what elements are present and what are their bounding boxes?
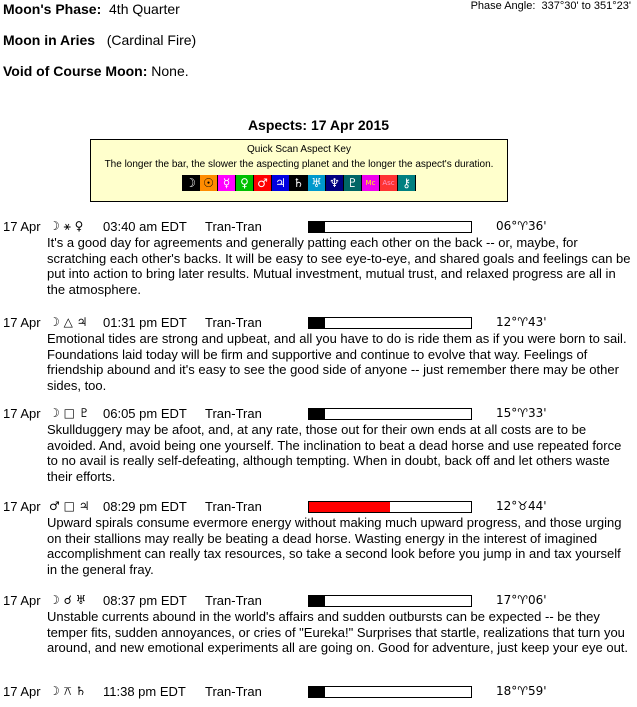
aspect-position: 18°♈59' bbox=[496, 684, 547, 698]
planet-key-swatch: Mc bbox=[362, 175, 380, 191]
aspect-header-line bbox=[0, 593, 637, 609]
aspect-type: Tran-Tran bbox=[205, 406, 262, 421]
planet-key-swatch: ♄ bbox=[290, 175, 308, 191]
aspect-time: 03:40 am EDT bbox=[103, 219, 187, 234]
planet-key-swatch: ♇ bbox=[344, 175, 362, 191]
aspect-time: 11:38 pm EDT bbox=[103, 684, 186, 699]
aspect-type: Tran-Tran bbox=[205, 684, 262, 699]
moon-sign-value: (Cardinal Fire) bbox=[106, 32, 197, 48]
aspect-key-title: Quick Scan Aspect Key bbox=[247, 144, 351, 155]
aspect-duration-bar bbox=[308, 408, 472, 420]
aspect-time: 06:05 pm EDT bbox=[103, 406, 187, 421]
aspect-date: 17 Apr bbox=[3, 219, 41, 234]
aspect-position: 06°♈36' bbox=[496, 219, 547, 233]
aspect-key-box bbox=[90, 139, 508, 202]
aspect-entry bbox=[0, 499, 637, 577]
planet-key-swatch: ☉ bbox=[200, 175, 218, 191]
phase-angle-value: 337°30' to 351°23' bbox=[541, 0, 631, 12]
aspect-duration-fill bbox=[309, 502, 390, 512]
aspect-interpretation: Skullduggery may be afoot, and, at any rate, those out for their own ends at all costs are to be avoided. And, avoid being one yourself. The inclination to beat a dead horse and use repeated force to no avail is really self-defeating, although tempting. When in doubt, back off and let others waste their efforts. bbox=[47, 422, 622, 484]
aspect-duration-bar bbox=[308, 595, 472, 607]
aspect-time: 08:29 pm EDT bbox=[103, 499, 187, 514]
planet-key-swatch: ♃ bbox=[272, 175, 290, 191]
aspect-glyphs: ☽ △ ♃ bbox=[49, 315, 88, 329]
aspect-entry bbox=[0, 219, 637, 297]
planet-key-swatch: ☿ bbox=[218, 175, 236, 191]
aspect-type: Tran-Tran bbox=[205, 499, 262, 514]
aspect-position: 12°♉44' bbox=[496, 499, 547, 513]
aspect-date: 17 Apr bbox=[3, 315, 41, 330]
planet-key-swatch: ♂ bbox=[254, 175, 272, 191]
moon-phase-value: 4th Quarter bbox=[109, 1, 180, 17]
moon-phase-row bbox=[3, 1, 180, 17]
aspect-header-line bbox=[0, 499, 637, 515]
void-value: None. bbox=[151, 63, 189, 79]
aspect-duration-bar bbox=[308, 686, 472, 698]
planet-color-strip bbox=[91, 175, 507, 192]
aspect-interpretation: Unstable currents abound in the world's affairs and sudden outbursts can be expected -- be they temper fits, sudden annoyances, or cries of "Eureka!" Surprises that startle, realizations that turn you around, and new emotional experiments all are going on. Good for adventure, just keep your eye out. bbox=[47, 609, 629, 655]
aspect-position: 12°♈43' bbox=[496, 315, 547, 329]
aspects-title: Aspects: 17 Apr 2015 bbox=[247, 117, 390, 133]
aspect-entry bbox=[0, 406, 637, 484]
aspect-duration-bar bbox=[308, 501, 472, 513]
aspect-time: 01:31 pm EDT bbox=[103, 315, 187, 330]
aspect-interpretation: It's a good day for agreements and generally patting each other on the back -- or, maybe, for scratching each other's backs. It will be easy to see eye-to-eye, and shared goals and feelings can be put into action to bring later results. Mutual investment, mutual trust, and relaxed progress are all in the atmosphere. bbox=[47, 235, 631, 297]
planet-key-swatch: Asc bbox=[380, 175, 398, 191]
aspect-time: 08:37 pm EDT bbox=[103, 593, 187, 608]
aspect-type: Tran-Tran bbox=[205, 219, 262, 234]
aspect-glyphs: ☽ □ ♇ bbox=[49, 406, 90, 420]
phase-angle bbox=[471, 0, 631, 12]
aspect-glyphs: ☽ ⚹ ♀ bbox=[49, 219, 84, 233]
aspect-date: 17 Apr bbox=[3, 684, 41, 699]
aspect-glyphs: ♂ □ ♃ bbox=[49, 499, 90, 513]
aspect-header-line bbox=[0, 684, 637, 700]
aspect-duration-bar bbox=[308, 221, 472, 233]
aspect-entry bbox=[0, 593, 637, 655]
aspect-duration-bar bbox=[308, 317, 472, 329]
planet-key-swatch: ♆ bbox=[326, 175, 344, 191]
aspect-glyphs: ☽ ☌ ♅ bbox=[49, 593, 87, 607]
aspect-key-description: The longer the bar, the slower the aspecting planet and the longer the aspect's duration. bbox=[104, 159, 494, 170]
void-label: Void of Course Moon: bbox=[3, 63, 148, 79]
phase-angle-label: Phase Angle: bbox=[470, 0, 536, 12]
aspect-header-line bbox=[0, 406, 637, 422]
aspect-position: 17°♈06' bbox=[496, 593, 547, 607]
aspect-entry bbox=[0, 315, 637, 393]
aspect-glyphs: ☽ ⚻ ♄ bbox=[49, 684, 87, 698]
planet-key-swatch: ♅ bbox=[308, 175, 326, 191]
aspect-interpretation: Upward spirals consume evermore energy without making much upward progress, and those urging on their stallions may really be beating a dead horse. Wasting energy in the interest of imagined accomplishment can really tax resources, so take a second look before you jump in and tax yourself in the general fray. bbox=[47, 515, 622, 577]
moon-sign-label: Moon in Aries bbox=[3, 32, 96, 48]
void-of-course-row bbox=[3, 63, 189, 79]
aspect-position: 15°♈33' bbox=[496, 406, 547, 420]
aspect-duration-fill bbox=[309, 409, 325, 419]
planet-key-swatch: ☽ bbox=[182, 175, 200, 191]
aspect-duration-fill bbox=[309, 222, 325, 232]
aspect-type: Tran-Tran bbox=[205, 315, 262, 330]
planet-key-swatch: ⚷ bbox=[398, 175, 416, 191]
moon-sign-row bbox=[3, 32, 196, 48]
aspect-type: Tran-Tran bbox=[205, 593, 262, 608]
aspect-duration-fill bbox=[309, 596, 325, 606]
aspect-duration-fill bbox=[309, 318, 325, 328]
aspect-date: 17 Apr bbox=[3, 406, 41, 421]
aspect-interpretation: Emotional tides are strong and upbeat, and all you have to do is ride them as if you were born to sail. Foundations laid today will be firm and supportive and continue to evolve that way. Feelings of friendship abound and it's easy to see the good side of anyone -- just remember there may be other sides, too. bbox=[47, 331, 627, 393]
aspect-header-line bbox=[0, 219, 637, 235]
aspect-date: 17 Apr bbox=[3, 499, 41, 514]
aspect-entry bbox=[0, 684, 637, 700]
aspect-duration-fill bbox=[309, 687, 325, 697]
moon-phase-label: Moon's Phase: bbox=[3, 1, 102, 17]
planet-key-swatch: ♀ bbox=[236, 175, 254, 191]
aspect-header-line bbox=[0, 315, 637, 331]
aspect-date: 17 Apr bbox=[3, 593, 41, 608]
